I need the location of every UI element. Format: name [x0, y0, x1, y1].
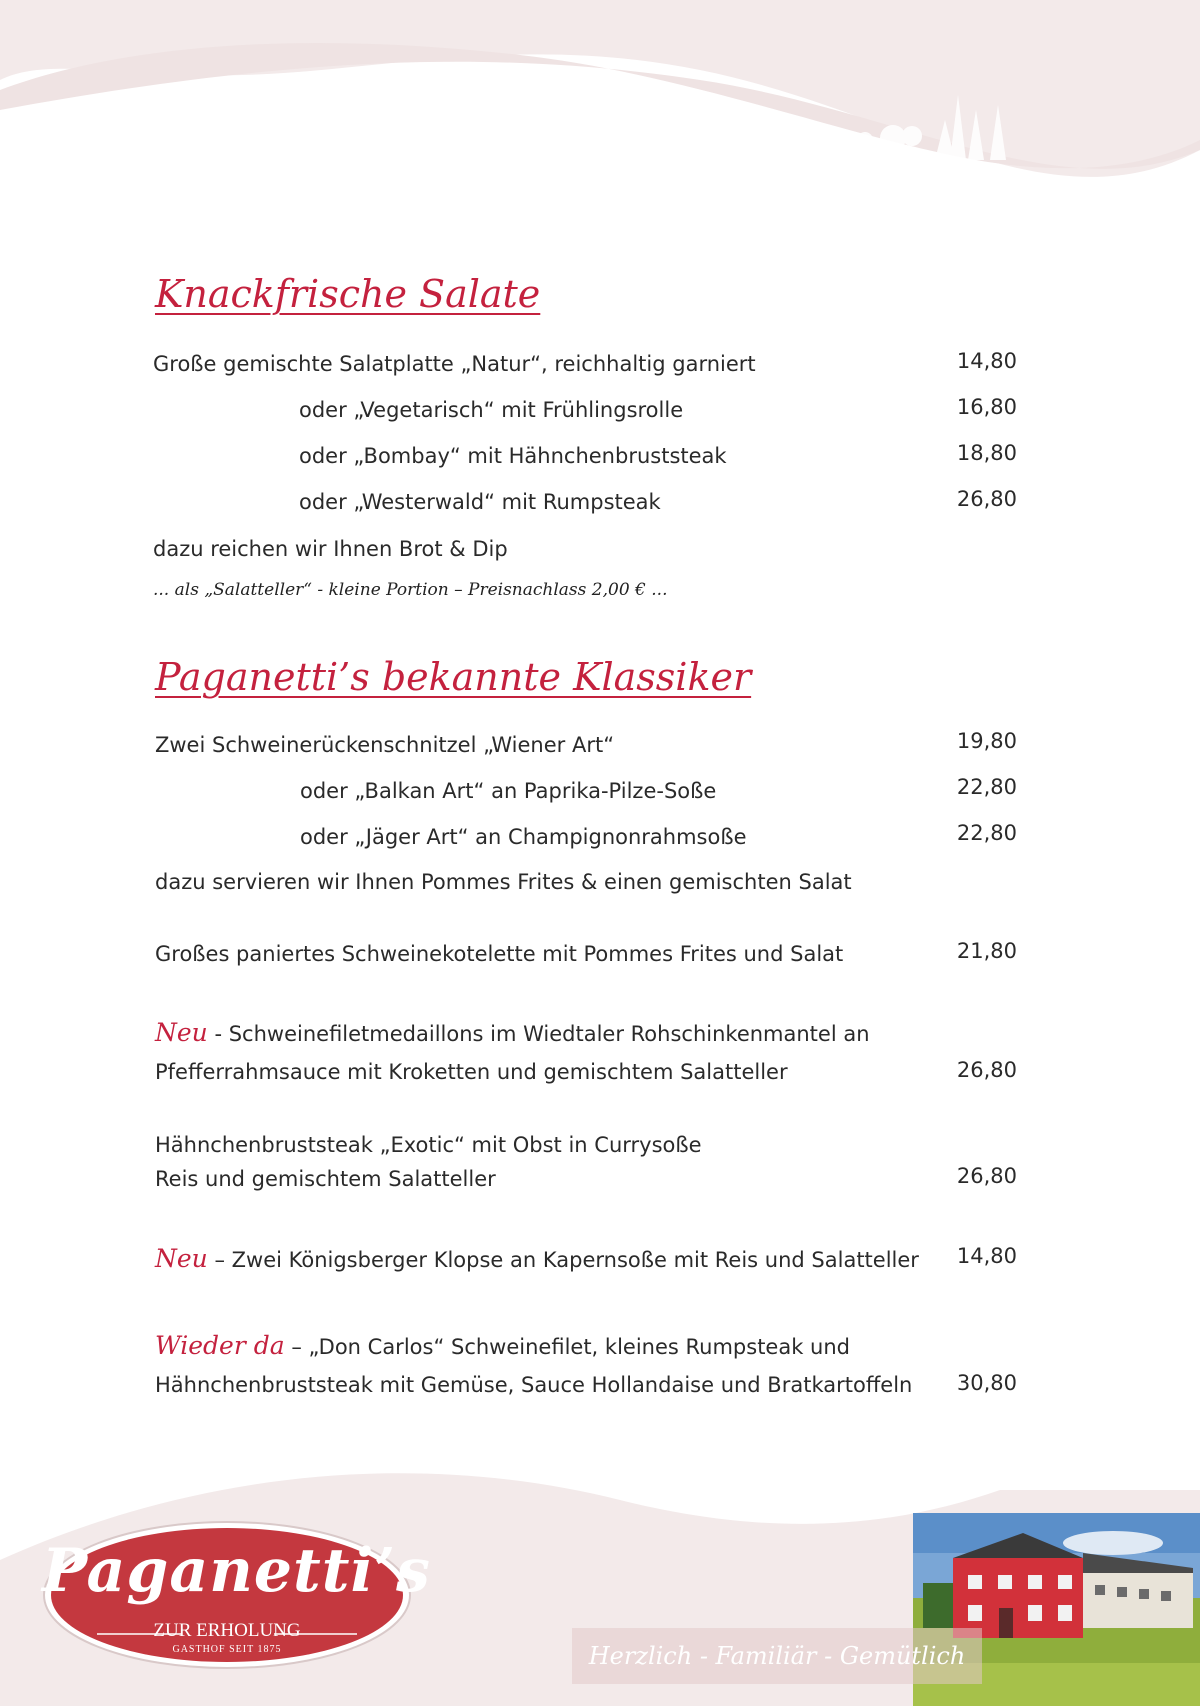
salads-small-portion-note: ... als „Salatteller“ - kleine Portion – Preisnachlass 2,00 € ...	[153, 580, 668, 600]
price-wiener-art: 19,80	[956, 729, 1017, 753]
price-salad-vegetarisch: 16,80	[956, 395, 1017, 419]
menu-item-medaillons-line1	[155, 1018, 870, 1047]
new-tag: Neu	[155, 1018, 208, 1047]
medaillons-text-line1: - Schweinefiletmedaillons im Wiedtaler Rohschinkenmantel an	[214, 1022, 870, 1046]
menu-item-salad-westerwald: oder „Westerwald“ mit Rumpsteak	[299, 490, 661, 514]
menu-item-exotic-line2: Reis und gemischtem Salatteller	[155, 1167, 496, 1191]
price-medaillons: 26,80	[956, 1058, 1017, 1082]
price-klopse: 14,80	[956, 1244, 1017, 1268]
menu-item-doncarlos-line1	[155, 1331, 850, 1360]
menu-item-kotelett: Großes paniertes Schweinekotelette mit Pommes Frites und Salat	[155, 942, 844, 966]
classics-note: dazu servieren wir Ihnen Pommes Frites & einen gemischten Salat	[155, 870, 852, 894]
logo-since: GASTHOF SEIT 1875	[172, 1644, 282, 1655]
menu-item-salad-vegetarisch: oder „Vegetarisch“ mit Frühlingsrolle	[299, 398, 684, 422]
wieder-da-tag: Wieder da	[155, 1331, 285, 1360]
new-tag: Neu	[155, 1244, 208, 1273]
section-title-classics: Paganetti’s bekannte Klassiker	[155, 655, 752, 699]
menu-item-salad-bombay: oder „Bombay“ mit Hähnchenbruststeak	[299, 444, 727, 468]
klopse-text: – Zwei Königsberger Klopse an Kapernsoße mit Reis und Salatteller	[214, 1248, 919, 1272]
price-exotic: 26,80	[956, 1164, 1017, 1188]
menu-item-exotic-line1: Hähnchenbruststeak „Exotic“ mit Obst in Currysoße	[155, 1133, 702, 1157]
price-kotelett: 21,80	[956, 939, 1017, 963]
tagline: Herzlich - Familiär - Gemütlich	[572, 1628, 982, 1684]
menu-item-salad-natur: Große gemischte Salatplatte „Natur“, reichhaltig garniert	[153, 352, 756, 376]
menu-item-klopse	[155, 1244, 919, 1273]
section-title-salads: Knackfrische Salate	[155, 272, 541, 316]
menu-item-jaeger-art: oder „Jäger Art“ an Champignonrahmsoße	[300, 825, 747, 849]
price-jaeger-art: 22,80	[956, 821, 1017, 845]
menu-item-doncarlos-line2: Hähnchenbruststeak mit Gemüse, Sauce Hollandaise und Bratkartoffeln	[155, 1373, 913, 1397]
menu-item-balkan-art: oder „Balkan Art“ an Paprika-Pilze-Soße	[300, 779, 717, 803]
menu-item-medaillons-line2: Pfefferrahmsauce mit Kroketten und gemischtem Salatteller	[155, 1060, 788, 1084]
restaurant-logo	[42, 1520, 431, 1670]
price-salad-bombay: 18,80	[956, 441, 1017, 465]
doncarlos-text-line1: – „Don Carlos“ Schweinefilet, kleines Rumpsteak und	[291, 1335, 850, 1359]
logo-subtitle: ZUR ERHOLUNG	[153, 1620, 301, 1641]
price-doncarlos: 30,80	[956, 1371, 1017, 1395]
price-salad-natur: 14,80	[956, 349, 1017, 373]
price-balkan-art: 22,80	[956, 775, 1017, 799]
price-salad-westerwald: 26,80	[956, 487, 1017, 511]
salads-note: dazu reichen wir Ihnen Brot & Dip	[153, 537, 508, 561]
logo-name: Paganetti’s	[42, 1536, 431, 1606]
menu-item-wiener-art: Zwei Schweinerückenschnitzel „Wiener Art“	[155, 733, 615, 757]
